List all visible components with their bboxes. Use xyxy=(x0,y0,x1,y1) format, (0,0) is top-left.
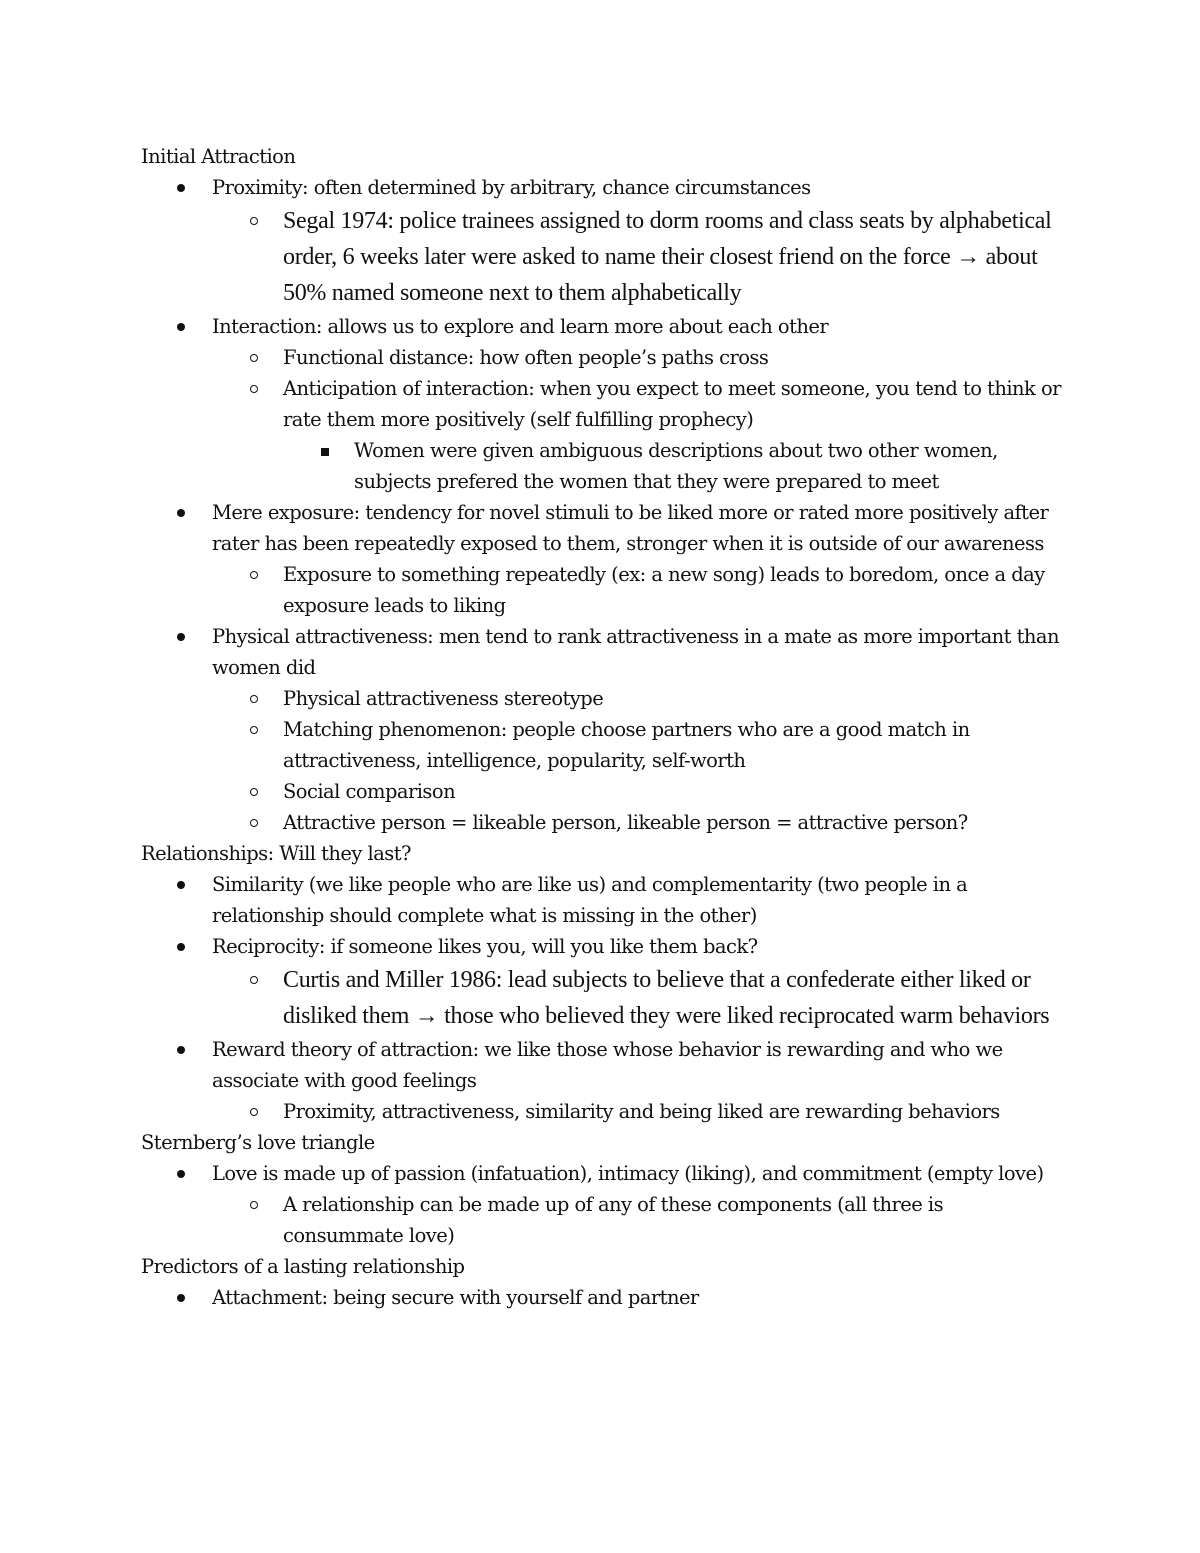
list-item xyxy=(141,683,1061,714)
list-item xyxy=(141,931,1061,962)
list-item xyxy=(141,497,1061,559)
list-item-text: Functional distance: how often people’s paths cross xyxy=(283,346,769,369)
list-item-text: Reward theory of attraction: we like those whose behavior is rewarding and who we associate with good feelings xyxy=(212,1038,1003,1092)
section-heading-predictors: Predictors of a lasting relationship xyxy=(141,1255,465,1278)
bullet-circle-icon xyxy=(247,683,267,714)
bullet-dot-icon xyxy=(174,1158,194,1189)
list-item-text: Physical attractiveness stereotype xyxy=(283,687,604,710)
list-item xyxy=(141,559,1061,621)
list-item xyxy=(141,621,1061,683)
bullet-dot-icon xyxy=(174,497,194,528)
list-item xyxy=(141,1189,1061,1251)
list-item xyxy=(141,203,1061,311)
bullet-circle-icon xyxy=(247,776,267,807)
list-item-text: Similarity (we like people who are like us) and complementarity (two people in a relationship should complete what is missing in the other) xyxy=(212,873,968,927)
section-heading-sternberg: Sternberg’s love triangle xyxy=(141,1131,375,1154)
bullet-dot-icon xyxy=(174,172,194,203)
list-item xyxy=(141,869,1061,931)
section-heading-relationships: Relationships: Will they last? xyxy=(141,842,411,865)
list-item xyxy=(141,1096,1061,1127)
list-item-text: Physical attractiveness: men tend to rank attractiveness in a mate as more important than women did xyxy=(212,625,1059,679)
list-item-text: Attractive person = likeable person, likeable person = attractive person? xyxy=(283,811,968,834)
list-item-text: Attachment: being secure with yourself and partner xyxy=(212,1286,699,1309)
list-item xyxy=(141,311,1061,342)
list-item-text: Love is made up of passion (infatuation), intimacy (liking), and commitment (empty love) xyxy=(212,1162,1044,1185)
bullet-circle-icon xyxy=(247,373,267,404)
list-item-text: Exposure to something repeatedly (ex: a new song) leads to boredom, once a day exposure leads to liking xyxy=(283,563,1045,617)
list-item-text: Reciprocity: if someone likes you, will you like them back? xyxy=(212,935,758,958)
bullet-dot-icon xyxy=(174,869,194,900)
bullet-dot-icon xyxy=(174,1282,194,1313)
list-item xyxy=(141,1158,1061,1189)
list-item xyxy=(141,807,1061,838)
list-item-text: Social comparison xyxy=(283,780,456,803)
list-item xyxy=(141,342,1061,373)
bullet-circle-icon xyxy=(247,714,267,745)
document-body xyxy=(141,141,1061,1313)
list-item xyxy=(141,373,1061,435)
section-heading-initial-attraction: Initial Attraction xyxy=(141,145,296,168)
bullet-dot-icon xyxy=(174,621,194,652)
list-item xyxy=(141,1034,1061,1096)
list-item-text: Proximity: often determined by arbitrary, chance circumstances xyxy=(212,176,811,199)
bullet-dot-icon xyxy=(174,311,194,342)
bullet-circle-icon xyxy=(247,203,267,239)
list-item xyxy=(141,172,1061,203)
bullet-circle-icon xyxy=(247,342,267,373)
list-item-text: Mere exposure: tendency for novel stimuli to be liked more or rated more positively after rater has been repeatedly exposed to them, stronger when it is outside of our awareness xyxy=(212,501,1049,555)
bullet-circle-icon xyxy=(247,1096,267,1127)
list-item-text: Matching phenomenon: people choose partners who are a good match in attractiveness, intelligence, popularity, self-worth xyxy=(283,718,970,772)
list-item-text: Interaction: allows us to explore and learn more about each other xyxy=(212,315,829,338)
list-item xyxy=(141,962,1061,1034)
bullet-circle-icon xyxy=(247,807,267,838)
list-item-text: A relationship can be made up of any of these components (all three is consummate love) xyxy=(283,1193,944,1247)
list-item xyxy=(141,714,1061,776)
list-item xyxy=(141,776,1061,807)
bullet-circle-icon xyxy=(247,559,267,590)
bullet-dot-icon xyxy=(174,1034,194,1065)
bullet-square-icon xyxy=(318,435,338,466)
list-item xyxy=(141,1282,1061,1313)
list-item-text: Women were given ambiguous descriptions about two other women, subjects prefered the women that they were prepared to meet xyxy=(354,439,998,493)
list-item-text: Proximity, attractiveness, similarity and being liked are rewarding behaviors xyxy=(283,1100,1000,1123)
bullet-dot-icon xyxy=(174,931,194,962)
list-item-text: Segal 1974: police trainees assigned to dorm rooms and class seats by alphabetical order, 6 weeks later were asked to name their closest friend on the force → about 50% named someone next to them alphabetically xyxy=(283,208,1052,306)
bullet-circle-icon xyxy=(247,1189,267,1220)
bullet-circle-icon xyxy=(247,962,267,998)
list-item-text: Curtis and Miller 1986: lead subjects to believe that a confederate either liked or disliked them → those who believed they were liked reciprocated warm behaviors xyxy=(283,967,1050,1029)
list-item xyxy=(141,435,1061,497)
list-item-text: Anticipation of interaction: when you expect to meet someone, you tend to think or rate them more positively (self fulfilling prophecy) xyxy=(283,377,1061,431)
